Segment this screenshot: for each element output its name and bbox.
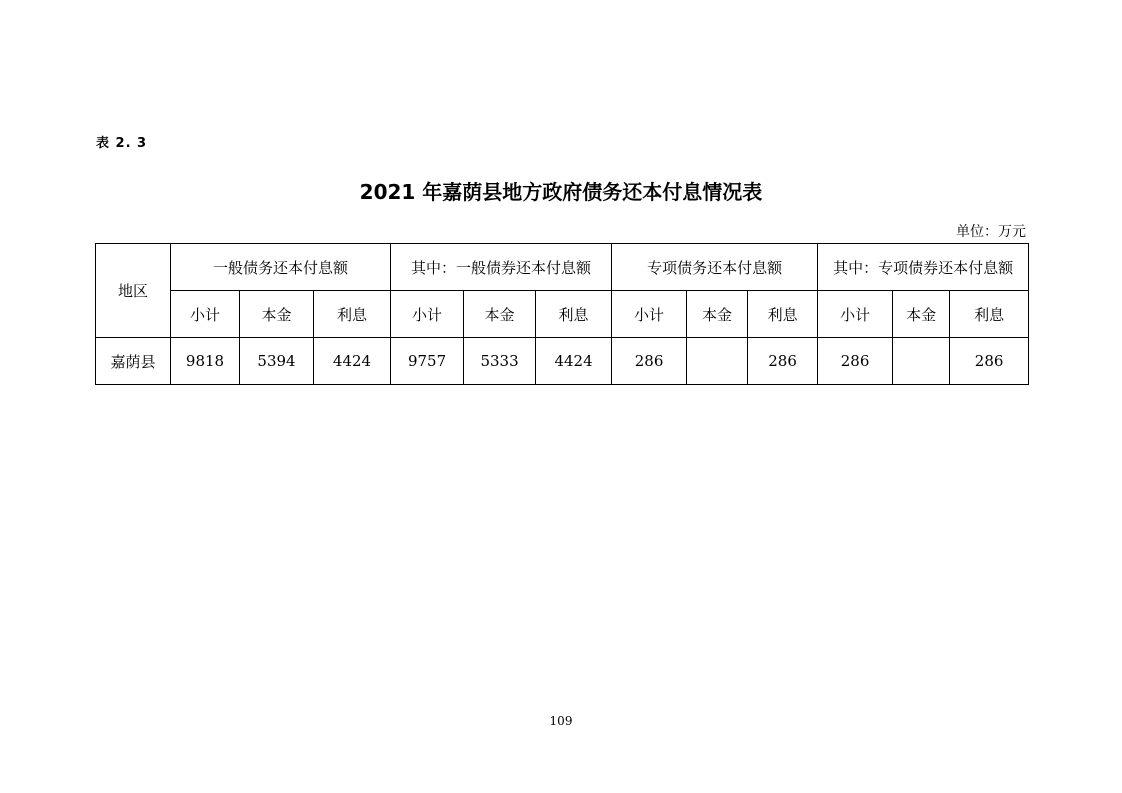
sub-header: 利息 — [748, 291, 818, 338]
page-title: 2021 年嘉荫县地方政府债务还本付息情况表 — [359, 180, 763, 204]
table-row — [96, 338, 1029, 385]
sub-header: 小计 — [818, 291, 893, 338]
region-cell: 嘉荫县 — [96, 338, 171, 385]
group-header: 其中：专项债券还本付息额 — [818, 244, 1029, 291]
table-cell — [687, 338, 748, 385]
table-cell: 4424 — [314, 338, 391, 385]
table-cell: 286 — [748, 338, 818, 385]
sub-header: 利息 — [950, 291, 1029, 338]
table-cell: 286 — [950, 338, 1029, 385]
group-header: 专项债务还本付息额 — [612, 244, 818, 291]
unit-label: 单位：万元 — [956, 224, 1026, 240]
table-cell: 5333 — [464, 338, 536, 385]
sub-header: 小计 — [171, 291, 240, 338]
sub-header: 利息 — [314, 291, 391, 338]
sub-header: 本金 — [893, 291, 950, 338]
sub-header: 小计 — [391, 291, 464, 338]
table-cell: 5394 — [240, 338, 314, 385]
table-cell — [893, 338, 950, 385]
sub-header: 小计 — [612, 291, 687, 338]
table-number: 表 2. 3 — [96, 136, 148, 151]
group-header: 一般债务还本付息额 — [171, 244, 391, 291]
table-cell: 9757 — [391, 338, 464, 385]
table-cell: 286 — [612, 338, 687, 385]
table-cell: 4424 — [536, 338, 612, 385]
table-cell: 9818 — [171, 338, 240, 385]
sub-header: 本金 — [464, 291, 536, 338]
debt-table — [95, 243, 1029, 385]
sub-header-row — [96, 291, 1029, 338]
group-header-row — [96, 244, 1029, 291]
page-number: 109 — [549, 714, 573, 728]
table-cell: 286 — [818, 338, 893, 385]
sub-header: 利息 — [536, 291, 612, 338]
sub-header: 本金 — [240, 291, 314, 338]
sub-header: 本金 — [687, 291, 748, 338]
group-header: 其中：一般债券还本付息额 — [391, 244, 612, 291]
region-header: 地区 — [96, 244, 171, 338]
